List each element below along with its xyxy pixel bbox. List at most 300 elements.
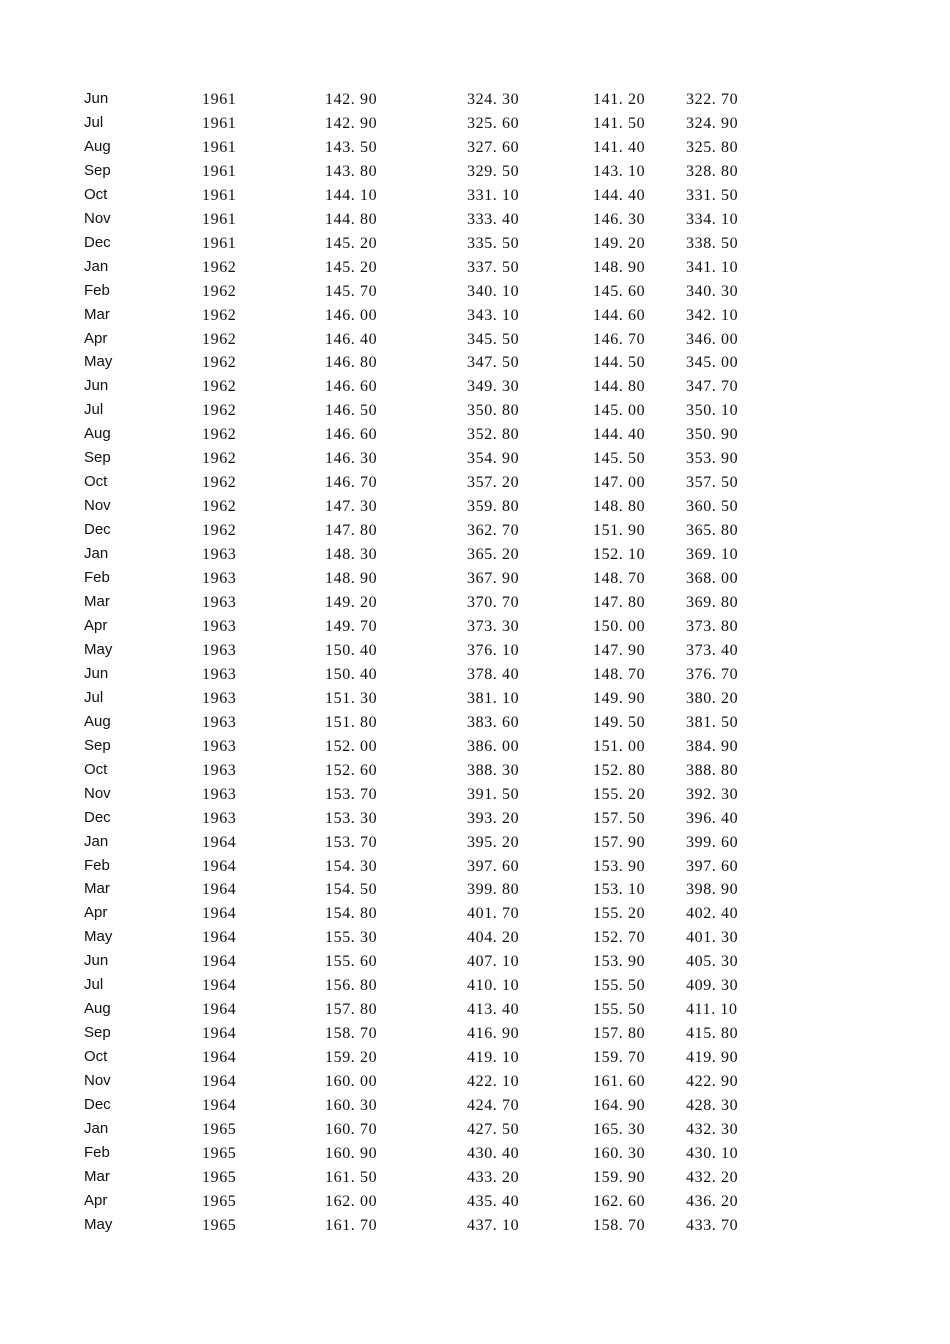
value-cell-4: 324. 90 — [686, 114, 739, 132]
year-cell: 1961 — [202, 210, 237, 228]
year-cell: 1963 — [202, 641, 237, 659]
value-cell-3: 148. 70 — [593, 665, 646, 683]
table-row — [0, 951, 950, 975]
month-cell: Sep — [84, 1024, 111, 1042]
value-cell-3: 149. 50 — [593, 713, 646, 731]
value-cell-4: 381. 50 — [686, 713, 739, 731]
year-cell: 1963 — [202, 761, 237, 779]
year-cell: 1963 — [202, 785, 237, 803]
year-cell: 1964 — [202, 1001, 237, 1019]
month-cell: Mar — [84, 880, 110, 898]
value-cell-3: 155. 20 — [593, 785, 646, 803]
value-cell-1: 144. 80 — [325, 210, 378, 228]
year-cell: 1964 — [202, 1073, 237, 1091]
value-cell-2: 393. 20 — [467, 809, 520, 827]
table-row — [0, 329, 950, 353]
value-cell-1: 142. 90 — [325, 114, 378, 132]
value-cell-2: 395. 20 — [467, 833, 520, 851]
value-cell-3: 159. 90 — [593, 1168, 646, 1186]
value-cell-3: 153. 90 — [593, 953, 646, 971]
value-cell-1: 153. 70 — [325, 833, 378, 851]
year-cell: 1964 — [202, 929, 237, 947]
value-cell-3: 153. 90 — [593, 857, 646, 875]
value-cell-4: 411. 10 — [686, 1001, 738, 1019]
value-cell-2: 359. 80 — [467, 498, 520, 516]
value-cell-2: 388. 30 — [467, 761, 520, 779]
value-cell-1: 145. 20 — [325, 234, 378, 252]
year-cell: 1961 — [202, 162, 237, 180]
value-cell-3: 149. 90 — [593, 689, 646, 707]
year-cell: 1964 — [202, 1097, 237, 1115]
year-cell: 1962 — [202, 258, 237, 276]
value-cell-3: 145. 60 — [593, 282, 646, 300]
value-cell-4: 397. 60 — [686, 857, 739, 875]
value-cell-1: 160. 30 — [325, 1097, 378, 1115]
value-cell-2: 373. 30 — [467, 617, 520, 635]
month-cell: Nov — [84, 497, 111, 515]
value-cell-2: 370. 70 — [467, 594, 520, 612]
value-cell-2: 333. 40 — [467, 210, 520, 228]
value-cell-4: 392. 30 — [686, 785, 739, 803]
month-cell: May — [84, 640, 113, 658]
table-row — [0, 185, 950, 209]
month-cell: Apr — [84, 904, 108, 922]
month-cell: Apr — [84, 616, 108, 634]
month-cell: Sep — [84, 161, 111, 179]
year-cell: 1961 — [202, 138, 237, 156]
year-cell: 1962 — [202, 522, 237, 540]
value-cell-4: 347. 70 — [686, 378, 739, 396]
value-cell-3: 155. 20 — [593, 905, 646, 923]
year-cell: 1961 — [202, 186, 237, 204]
value-cell-4: 402. 40 — [686, 905, 739, 923]
value-cell-1: 146. 00 — [325, 306, 378, 324]
value-cell-1: 143. 80 — [325, 162, 378, 180]
value-cell-3: 162. 60 — [593, 1192, 646, 1210]
value-cell-2: 337. 50 — [467, 258, 520, 276]
month-cell: Oct — [84, 185, 108, 203]
value-cell-1: 161. 50 — [325, 1168, 378, 1186]
year-cell: 1962 — [202, 330, 237, 348]
value-cell-1: 150. 40 — [325, 665, 378, 683]
value-cell-1: 160. 90 — [325, 1144, 378, 1162]
value-cell-2: 347. 50 — [467, 354, 520, 372]
value-cell-4: 342. 10 — [686, 306, 739, 324]
value-cell-1: 161. 70 — [325, 1216, 378, 1234]
value-cell-2: 404. 20 — [467, 929, 520, 947]
table-row — [0, 448, 950, 472]
value-cell-3: 144. 40 — [593, 186, 646, 204]
year-cell: 1961 — [202, 91, 237, 108]
value-cell-1: 145. 70 — [325, 282, 378, 300]
table-row — [0, 544, 950, 568]
month-cell: Jan — [84, 545, 109, 563]
year-cell: 1963 — [202, 546, 237, 564]
table-row — [0, 808, 950, 832]
table-row — [0, 1095, 950, 1119]
table-row — [0, 712, 950, 736]
table-row — [0, 1119, 950, 1143]
month-cell: Feb — [84, 1143, 110, 1161]
year-cell: 1962 — [202, 354, 237, 372]
month-cell: Jul — [84, 688, 104, 706]
month-cell: Jul — [84, 401, 104, 419]
table-row — [0, 1071, 950, 1095]
value-cell-4: 357. 50 — [686, 474, 739, 492]
table-row — [0, 1167, 950, 1191]
month-cell: Mar — [84, 1167, 110, 1185]
table-row — [0, 999, 950, 1023]
table-row — [0, 1047, 950, 1071]
year-cell: 1961 — [202, 114, 237, 132]
value-cell-3: 155. 50 — [593, 977, 646, 995]
value-cell-1: 147. 30 — [325, 498, 378, 516]
value-cell-3: 151. 90 — [593, 522, 646, 540]
year-cell: 1961 — [202, 234, 237, 252]
month-cell: Apr — [84, 329, 108, 347]
value-cell-4: 428. 30 — [686, 1097, 739, 1115]
table-row — [0, 927, 950, 951]
value-cell-1: 150. 40 — [325, 641, 378, 659]
table-row — [0, 472, 950, 496]
value-cell-2: 427. 50 — [467, 1120, 520, 1138]
year-cell: 1965 — [202, 1144, 237, 1162]
value-cell-1: 149. 20 — [325, 594, 378, 612]
value-cell-2: 381. 10 — [467, 689, 520, 707]
value-cell-4: 409. 30 — [686, 977, 739, 995]
value-cell-3: 164. 90 — [593, 1097, 646, 1115]
year-cell: 1963 — [202, 713, 237, 731]
table-row — [0, 496, 950, 520]
value-cell-4: 433. 70 — [686, 1216, 739, 1234]
value-cell-3: 159. 70 — [593, 1049, 646, 1067]
table-row — [0, 879, 950, 903]
month-cell: Jun — [84, 90, 109, 107]
table-row — [0, 616, 950, 640]
table-row — [0, 161, 950, 185]
value-cell-3: 153. 10 — [593, 881, 646, 899]
table-row — [0, 736, 950, 760]
value-cell-1: 152. 60 — [325, 761, 378, 779]
value-cell-4: 328. 80 — [686, 162, 739, 180]
value-cell-1: 145. 20 — [325, 258, 378, 276]
value-cell-3: 148. 70 — [593, 570, 646, 588]
value-cell-4: 422. 90 — [686, 1073, 739, 1091]
value-cell-4: 373. 40 — [686, 641, 739, 659]
value-cell-4: 373. 80 — [686, 617, 739, 635]
value-cell-1: 155. 60 — [325, 953, 378, 971]
value-cell-4: 384. 90 — [686, 737, 739, 755]
year-cell: 1963 — [202, 570, 237, 588]
value-cell-3: 157. 50 — [593, 809, 646, 827]
month-cell: Jun — [84, 952, 109, 970]
value-cell-2: 349. 30 — [467, 378, 520, 396]
year-cell: 1964 — [202, 953, 237, 971]
year-cell: 1962 — [202, 426, 237, 444]
month-cell: Sep — [84, 736, 111, 754]
table-row — [0, 400, 950, 424]
value-cell-1: 144. 10 — [325, 186, 378, 204]
value-cell-2: 352. 80 — [467, 426, 520, 444]
value-cell-3: 165. 30 — [593, 1120, 646, 1138]
table-row — [0, 592, 950, 616]
table-row — [0, 832, 950, 856]
value-cell-2: 383. 60 — [467, 713, 520, 731]
month-cell: May — [84, 353, 113, 371]
value-cell-3: 160. 30 — [593, 1144, 646, 1162]
table-row — [0, 1023, 950, 1047]
value-cell-4: 396. 40 — [686, 809, 739, 827]
table-row — [0, 856, 950, 880]
month-cell: Dec — [84, 808, 111, 826]
value-cell-1: 159. 20 — [325, 1049, 378, 1067]
month-cell: Dec — [84, 1096, 111, 1114]
year-cell: 1964 — [202, 1025, 237, 1043]
month-cell: Nov — [84, 784, 111, 802]
month-cell: Aug — [84, 712, 111, 730]
value-cell-2: 424. 70 — [467, 1097, 520, 1115]
table-row — [0, 640, 950, 664]
month-cell: Oct — [84, 473, 108, 491]
value-cell-4: 345. 00 — [686, 354, 739, 372]
value-cell-2: 397. 60 — [467, 857, 520, 875]
value-cell-2: 331. 10 — [467, 186, 520, 204]
year-cell: 1964 — [202, 833, 237, 851]
value-cell-1: 154. 80 — [325, 905, 378, 923]
value-cell-2: 437. 10 — [467, 1216, 520, 1234]
value-cell-2: 350. 80 — [467, 402, 520, 420]
value-cell-1: 146. 70 — [325, 474, 378, 492]
value-cell-3: 148. 80 — [593, 498, 646, 516]
year-cell: 1962 — [202, 378, 237, 396]
value-cell-2: 416. 90 — [467, 1025, 520, 1043]
table-row — [0, 305, 950, 329]
value-cell-3: 144. 40 — [593, 426, 646, 444]
value-cell-4: 350. 10 — [686, 402, 739, 420]
month-cell: Jul — [84, 976, 104, 994]
value-cell-3: 147. 80 — [593, 594, 646, 612]
value-cell-3: 149. 20 — [593, 234, 646, 252]
month-cell: Dec — [84, 521, 111, 539]
value-cell-3: 147. 00 — [593, 474, 646, 492]
value-cell-2: 357. 20 — [467, 474, 520, 492]
table-row — [0, 233, 950, 257]
value-cell-4: 346. 00 — [686, 330, 739, 348]
value-cell-4: 322. 70 — [686, 91, 739, 108]
value-cell-4: 432. 20 — [686, 1168, 739, 1186]
table-row — [0, 376, 950, 400]
value-cell-3: 157. 80 — [593, 1025, 646, 1043]
value-cell-1: 162. 00 — [325, 1192, 378, 1210]
value-cell-3: 150. 00 — [593, 617, 646, 635]
value-cell-1: 153. 70 — [325, 785, 378, 803]
value-cell-3: 143. 10 — [593, 162, 646, 180]
month-cell: Oct — [84, 1048, 108, 1066]
value-cell-1: 143. 50 — [325, 138, 378, 156]
value-cell-2: 327. 60 — [467, 138, 520, 156]
value-cell-4: 399. 60 — [686, 833, 739, 851]
value-cell-1: 153. 30 — [325, 809, 378, 827]
month-cell: Oct — [84, 760, 108, 778]
year-cell: 1963 — [202, 737, 237, 755]
year-cell: 1962 — [202, 498, 237, 516]
value-cell-2: 386. 00 — [467, 737, 520, 755]
month-cell: Feb — [84, 856, 110, 874]
year-cell: 1965 — [202, 1120, 237, 1138]
value-cell-2: 413. 40 — [467, 1001, 520, 1019]
value-cell-4: 340. 30 — [686, 282, 739, 300]
value-cell-2: 419. 10 — [467, 1049, 520, 1067]
value-cell-1: 152. 00 — [325, 737, 378, 755]
value-cell-4: 405. 30 — [686, 953, 739, 971]
value-cell-1: 148. 90 — [325, 570, 378, 588]
year-cell: 1963 — [202, 617, 237, 635]
value-cell-2: 435. 40 — [467, 1192, 520, 1210]
month-cell: Nov — [84, 1072, 111, 1090]
value-cell-2: 430. 40 — [467, 1144, 520, 1162]
year-cell: 1965 — [202, 1216, 237, 1234]
year-cell: 1962 — [202, 282, 237, 300]
value-cell-4: 325. 80 — [686, 138, 739, 156]
month-cell: Aug — [84, 1000, 111, 1018]
table-row — [0, 975, 950, 999]
month-cell: Aug — [84, 137, 111, 155]
value-cell-2: 376. 10 — [467, 641, 520, 659]
value-cell-4: 369. 80 — [686, 594, 739, 612]
value-cell-1: 160. 70 — [325, 1120, 378, 1138]
table-row — [0, 113, 950, 137]
value-cell-3: 158. 70 — [593, 1216, 646, 1234]
value-cell-3: 152. 70 — [593, 929, 646, 947]
value-cell-2: 401. 70 — [467, 905, 520, 923]
year-cell: 1962 — [202, 306, 237, 324]
month-cell: May — [84, 928, 113, 946]
year-cell: 1964 — [202, 857, 237, 875]
value-cell-4: 436. 20 — [686, 1192, 739, 1210]
month-cell: May — [84, 1215, 113, 1233]
table-row — [0, 137, 950, 161]
value-cell-2: 365. 20 — [467, 546, 520, 564]
value-cell-1: 156. 80 — [325, 977, 378, 995]
table-row — [0, 209, 950, 233]
value-cell-4: 334. 10 — [686, 210, 739, 228]
month-cell: Apr — [84, 1191, 108, 1209]
table-row — [0, 281, 950, 305]
value-cell-1: 146. 40 — [325, 330, 378, 348]
value-cell-1: 146. 30 — [325, 450, 378, 468]
value-cell-1: 142. 90 — [325, 91, 378, 108]
value-cell-4: 341. 10 — [686, 258, 739, 276]
year-cell: 1963 — [202, 594, 237, 612]
value-cell-2: 362. 70 — [467, 522, 520, 540]
value-cell-4: 350. 90 — [686, 426, 739, 444]
value-cell-1: 146. 80 — [325, 354, 378, 372]
year-cell: 1964 — [202, 977, 237, 995]
month-cell: Aug — [84, 425, 111, 443]
year-cell: 1965 — [202, 1192, 237, 1210]
value-cell-4: 360. 50 — [686, 498, 739, 516]
value-cell-1: 149. 70 — [325, 617, 378, 635]
table-row — [0, 760, 950, 784]
table-row — [0, 520, 950, 544]
value-cell-2: 399. 80 — [467, 881, 520, 899]
value-cell-2: 433. 20 — [467, 1168, 520, 1186]
year-cell: 1963 — [202, 665, 237, 683]
value-cell-2: 340. 10 — [467, 282, 520, 300]
value-cell-1: 146. 60 — [325, 426, 378, 444]
value-cell-4: 432. 30 — [686, 1120, 739, 1138]
value-cell-1: 155. 30 — [325, 929, 378, 947]
month-cell: Mar — [84, 305, 110, 323]
value-cell-2: 329. 50 — [467, 162, 520, 180]
value-cell-1: 147. 80 — [325, 522, 378, 540]
value-cell-1: 148. 30 — [325, 546, 378, 564]
value-cell-3: 146. 70 — [593, 330, 646, 348]
table-row — [0, 1215, 950, 1239]
value-cell-4: 430. 10 — [686, 1144, 739, 1162]
value-cell-3: 146. 30 — [593, 210, 646, 228]
value-cell-4: 365. 80 — [686, 522, 739, 540]
value-cell-4: 338. 50 — [686, 234, 739, 252]
month-cell: Sep — [84, 449, 111, 467]
value-cell-1: 157. 80 — [325, 1001, 378, 1019]
value-cell-3: 155. 50 — [593, 1001, 646, 1019]
value-cell-1: 154. 50 — [325, 881, 378, 899]
value-cell-4: 398. 90 — [686, 881, 739, 899]
month-cell: Nov — [84, 209, 111, 227]
value-cell-4: 376. 70 — [686, 665, 739, 683]
year-cell: 1965 — [202, 1168, 237, 1186]
table-row — [0, 89, 950, 113]
table-row — [0, 1191, 950, 1215]
table-row — [0, 1143, 950, 1167]
month-cell: Feb — [84, 281, 110, 299]
value-cell-1: 154. 30 — [325, 857, 378, 875]
value-cell-4: 415. 80 — [686, 1025, 739, 1043]
value-cell-1: 146. 50 — [325, 402, 378, 420]
value-cell-1: 151. 80 — [325, 713, 378, 731]
value-cell-4: 369. 10 — [686, 546, 739, 564]
table-row — [0, 257, 950, 281]
value-cell-3: 145. 00 — [593, 402, 646, 420]
value-cell-3: 148. 90 — [593, 258, 646, 276]
value-cell-4: 368. 00 — [686, 570, 739, 588]
value-cell-3: 157. 90 — [593, 833, 646, 851]
year-cell: 1962 — [202, 474, 237, 492]
value-cell-2: 407. 10 — [467, 953, 520, 971]
value-cell-3: 145. 50 — [593, 450, 646, 468]
value-cell-1: 160. 00 — [325, 1073, 378, 1091]
value-cell-3: 152. 10 — [593, 546, 646, 564]
value-cell-3: 144. 50 — [593, 354, 646, 372]
value-cell-2: 343. 10 — [467, 306, 520, 324]
value-cell-1: 158. 70 — [325, 1025, 378, 1043]
value-cell-2: 345. 50 — [467, 330, 520, 348]
value-cell-2: 324. 30 — [467, 91, 520, 108]
value-cell-4: 419. 90 — [686, 1049, 739, 1067]
value-cell-3: 147. 90 — [593, 641, 646, 659]
month-cell: Mar — [84, 593, 110, 611]
value-cell-2: 354. 90 — [467, 450, 520, 468]
value-cell-4: 353. 90 — [686, 450, 739, 468]
month-cell: Jul — [84, 113, 104, 131]
year-cell: 1964 — [202, 905, 237, 923]
value-cell-3: 144. 80 — [593, 378, 646, 396]
table-row — [0, 568, 950, 592]
table-row — [0, 688, 950, 712]
year-cell: 1962 — [202, 402, 237, 420]
value-cell-2: 378. 40 — [467, 665, 520, 683]
